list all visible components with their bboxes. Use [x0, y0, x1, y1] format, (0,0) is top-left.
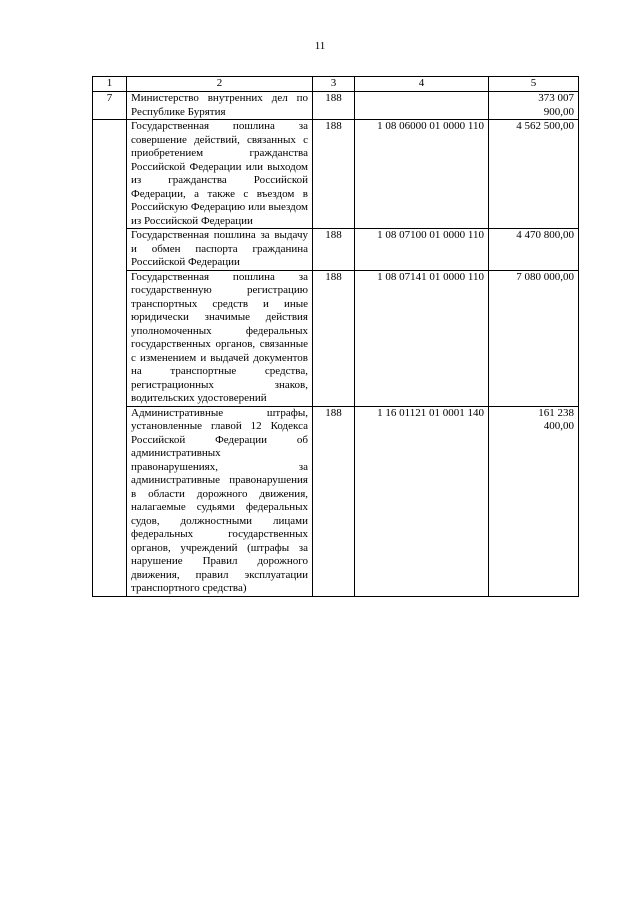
admin-code-cell: 188	[313, 406, 355, 596]
amount-line-1: 161 238	[538, 406, 574, 419]
amount-cell	[489, 92, 579, 120]
admin-code-cell: 188	[313, 270, 355, 406]
admin-code-cell: 188	[313, 92, 355, 120]
admin-code-cell: 188	[313, 120, 355, 229]
amount-line-1: 4 562 500,00	[516, 120, 574, 132]
header-cell-5: 5	[489, 77, 579, 92]
revenue-table	[92, 76, 579, 597]
amount-cell	[489, 270, 579, 406]
header-cell-3: 3	[313, 77, 355, 92]
amount-line-1: 7 080 000,00	[516, 270, 574, 283]
classification-code-cell: 1 16 01121 01 0001 140	[355, 406, 489, 596]
table-row	[93, 120, 579, 229]
classification-code-cell: 1 08 06000 01 0000 110	[355, 120, 489, 229]
amount-line-2: 900,00	[543, 105, 574, 118]
header-cell-2: 2	[127, 77, 313, 92]
amount-line-2: 400,00	[543, 420, 574, 432]
table-row	[93, 406, 579, 596]
description-cell: Государственная пошлина за выдачу и обмен паспорта гражданина Российской Федерации	[127, 229, 313, 271]
classification-code-cell: 1 08 07100 01 0000 110	[355, 229, 489, 271]
table-header-row	[93, 77, 579, 92]
amount-line-1: 4 470 800,00	[516, 229, 574, 241]
description-cell: Государственная пошлина за совершение действий, связанных с приобретением гражданства Российской Федерации или выходом из гражданства Российской Федерации, а также с въездом в Российскую Федерацию или выездом из Российской Федерации	[127, 120, 313, 229]
header-cell-1: 1	[93, 77, 127, 92]
row-number-cell	[93, 120, 127, 597]
table-row	[93, 229, 579, 271]
table-row	[93, 270, 579, 406]
table-row	[93, 92, 579, 120]
amount-cell	[489, 406, 579, 596]
header-cell-4: 4	[355, 77, 489, 92]
amount-line-1: 373 007	[538, 92, 574, 104]
amount-cell	[489, 120, 579, 229]
description-cell: Административные штрафы, установленные главой 12 Кодекса Российской Федерации об административных правонарушениях, за административные правонарушения в области дорожного движения, налагаемые судьями федеральных судов, должностными лицами федеральных государственных органов, учреждений (штрафы за нарушение Правил дорожного движения, правил эксплуатации транспортного средства)	[127, 406, 313, 596]
admin-code-cell: 188	[313, 229, 355, 271]
page-number: 11	[314, 40, 326, 52]
amount-cell	[489, 229, 579, 271]
description-cell: Государственная пошлина за государственную регистрацию транспортных средств и иные юридически значимые действия уполномоченных федеральных государственных органов, связанные с изменением и выдачей документов на транспортные средства, регистрационных знаков, водительских удостоверений	[127, 270, 313, 406]
classification-code-cell	[355, 92, 489, 120]
row-number-cell: 7	[93, 92, 127, 120]
classification-code-cell: 1 08 07141 01 0000 110	[355, 270, 489, 406]
description-cell: Министерство внутренних дел по Республике Бурятия	[127, 92, 313, 120]
